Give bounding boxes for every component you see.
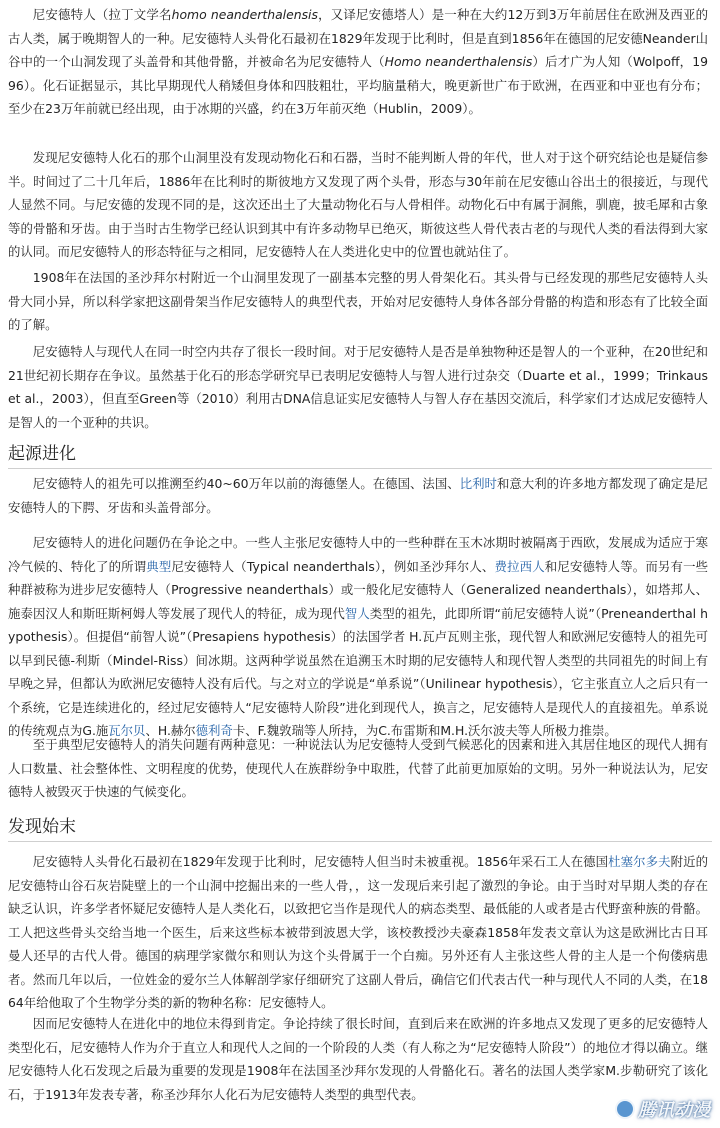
tencent-comic-logo-icon bbox=[615, 1099, 635, 1119]
paragraph-discovery-history: 尼安德特人头骨化石最初在1829年发现于比利时，尼安德特人但当时未被重视。1856年采石工人在德国杜塞尔多夫附近的尼安德特山谷石灰岩陡壁上的一个山洞中挖掘出来的一些人骨，，这一发现后来引起了激烈的争论。由于当时对早期人类的存在缺乏认识，许多学者怀疑尼安德特人是人类化石，以致把它当作是现代人的病态类型、最低能的人或者是古代野蛮种族的骨骼。工人把这些骨头交给当地一个医生，后来这些标本被带到波恩大学，该校教授沙夫豪森1858年发表文章认为这是欧洲比古日耳曼人还早的古代人骨。德国的病理学家微尔和则认为这个头骨属于一个白痴。另外还有人主张这些人骨的主人是一个佝偻病患者。然而几年以后，一位姓金的爱尔兰人体解剖学家仔细研究了这副人骨后，确信它们代表古代一种与现代人不同的人类，在1864年给他取了个生物学分类的新的物种名称：尼安德特人。 bbox=[8, 854, 708, 1010]
paragraph-ancestors: 尼安德特人的祖先可以推溯至约40~60万年以前的海德堡人。在德国、法国、比利时和意大利的许多地方都发现了确定是尼安德特人的下腭、牙齿和头盖骨部分。 bbox=[8, 476, 709, 515]
link-ferrassie[interactable]: 费拉西人 bbox=[494, 558, 545, 574]
watermark-text: 腾讯动漫 bbox=[638, 1100, 710, 1121]
paragraph-status-established: 因而尼安德特人在进化中的地位未得到肯定。争论持续了很长时间，直到后来在欧洲的许多地点又发现了更多的尼安德特人类型化石，尼安德特人作为介于直立人和现代人之间的一个阶段的人类（有人称之为“尼安德特人阶段”）的地位才得以确立。继尼安德特人化石发现之后最为重要的发现是1908年在法国圣沙拜尔发现的人骨骼化石。著名的法国人类学家M.步勒研究了该化石，于1913年发表专著，称圣沙拜尔人化石为尼安德特人类型的典型代表。 bbox=[8, 1016, 708, 1102]
link-typical[interactable]: 典型 bbox=[146, 558, 172, 574]
section-heading-origin: 起源进化 bbox=[8, 444, 76, 464]
paragraph-evolution-debate: 尼安德特人的进化问题仍在争论之中。一些人主张尼安德特人中的一些种群在玉木冰期时被隔离于西欧，发展成为适应于寒冷气候的、特化了的所谓典型尼安德特人（Typical neanderthals），例如圣沙拜尔人、费拉西人和尼安德特人等。而另有一些种群被称为进步尼安德特人（Progressive neanderthals）或一般化尼安德特人（Generalized neanderthals），如塔邦人、施泰因汉人和斯旺斯柯姆人等发展了现代人的特征，成为现代智人类型的祖先，此即所谓“前尼安德特人说”（Preneanderthal hypothesis）。但提倡“前智人说”（Presapiens hypothesis）的法国学者 H.瓦卢瓦则主张，现代智人和欧洲尼安德特人的祖先可以早到民德-利斯（Mindel-Riss）间冰期。这两种学说虽然在追溯玉木时期的尼安德特人和现代智人类型的共同祖先的时间上有早晚之异，但都认为欧洲尼安德特人没有后代。与之对立的学说是“单系说”（Unilinear hypothesis），它主张直立人之后只有一个系统，它是连续进化的，经过尼安德特人“尼安德特人阶段”进化到现代人，换言之，尼安德特人是现代人的直接祖先。单系说的传统观点为G.施瓦尔贝、H.赫尔德利奇卡、F.魏敦瑞等人所持，为C.布雷斯和M.H.沃尔波夫等人所极力推崇。 bbox=[8, 535, 709, 738]
latin-name: Homo neanderthalensis bbox=[384, 54, 533, 69]
link-dusseldorf[interactable]: 杜塞尔多夫 bbox=[608, 854, 671, 869]
paragraph-cave-discovery: 发现尼安德特人化石的那个山洞里没有发现动物化石和石器，当时不能判断人骨的年代，世人对于这个研究结论也是疑信参半。时间过了二十几年后，1886年在比利时的斯彼地方又发现了两个头骨，形态与30年前在尼安德山谷出土的很接近，与现代人显然不同。与尼安德的发现不同的是，这次还出土了大量动物化石与人骨相伴。动物化石中有属于洞熊，驯鹿，披毛犀和古象等的骨骼和牙齿。由于当时古生物学已经认识到其中有许多动物早已绝灭，斯彼这些人骨代表古老的与现代人类的看法得到大家的认同。而尼安德特人的形态特征与之相同，尼安德特人在人类进化史中的位置也就站住了。 bbox=[8, 150, 708, 259]
latin-name-lowercase: homo neanderthalensis bbox=[171, 7, 318, 22]
paragraph-intro: 尼安德特人（拉丁文学名homo neanderthalensis，又译尼安德塔人）是一种在大约12万到3万年前居住在欧洲及西亚的古人类，属于晚期智人的一种。尼安德特人头骨化石最初在1829年发现于比利时，但是直到1856年在德国的尼安德Neander山谷中的一个山洞发现了头盖骨和其他骨骼，并被命名为尼安德特人（Homo neanderthalensis）后才广为人知（Wolpoff，1996）。化石证据显示，其比早期现代人稍矮但身体和四肢粗壮，平均脑量稍大，晚更新世广布于欧洲，在西亚和中亚也有分布；至少在23万年前就已经出现，由于冰期的兴盛，约在3万年前灭绝（Hublin，2009）。 bbox=[8, 7, 709, 116]
link-belgium[interactable]: 比利时 bbox=[459, 476, 497, 491]
paragraph-extinction: 至于典型尼安德特人的消失问题有两种意见：一种说法认为尼安德特人受到气候恶化的因素和进入其居住地区的现代人拥有人口数量、社会整体性、文明程度的优势，使现代人在族群纷争中取胜，代替了此前更加原始的文明。另外一种说法认为，尼安德特人被毁灭于快速的气候变化。 bbox=[8, 737, 708, 799]
section-divider bbox=[8, 841, 712, 842]
link-hrdlicka[interactable]: 德利奇 bbox=[195, 723, 233, 738]
link-schwalbe[interactable]: 瓦尔贝 bbox=[108, 723, 146, 738]
paragraph-1908-skeleton: 1908年在法国的圣沙拜尔村附近一个山洞里发现了一副基本完整的男人骨架化石。其头骨与已经发现的那些尼安德特人头骨大同小异，所以科学家把这副骨架当作尼安德特人的典型代表，开始对尼安德特人身体各部分骨骼的构造和形态有了比较全面的了解。 bbox=[8, 270, 708, 332]
watermark bbox=[615, 1096, 710, 1122]
section-divider bbox=[8, 468, 712, 469]
paragraph-coexistence: 尼安德特人与现代人在同一时空内共存了很长一段时间。对于尼安德特人是否是单独物种还是智人的一个亚种，在20世纪和21世纪初长期存在争议。虽然基于化石的形态学研究早已表明尼安德特人与智人进行过杂交（Duarte et al.，1999；Trinkaus et al.，2003），但直至Green等（2010）利用古DNA信息证实尼安德特人与智人存在基因交流后，科学家们才达成尼安德特人是智人的一个亚种的共识。 bbox=[8, 344, 708, 430]
section-heading-discovery: 发现始末 bbox=[8, 817, 76, 837]
link-homo-sapiens[interactable]: 智人 bbox=[344, 605, 370, 621]
